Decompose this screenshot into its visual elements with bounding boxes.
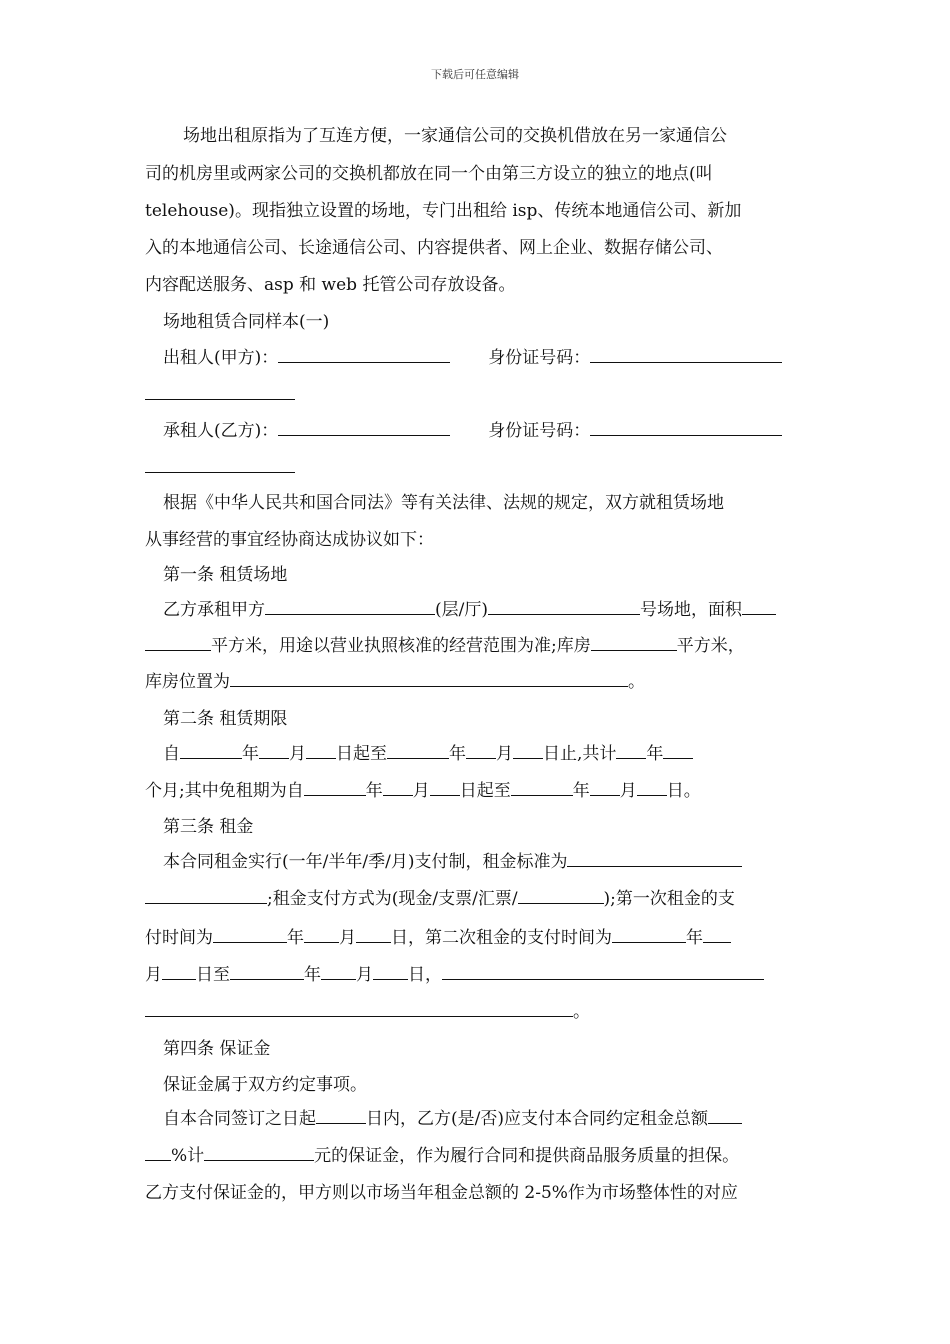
text: 日，第二次租金的支付时间为 [391,928,612,948]
blank[interactable] [265,598,435,615]
article-1-title: 第一条 租赁场地 [163,565,288,585]
blank[interactable] [373,963,408,980]
text: 平方米，用途以营业执照核准的经营范围为准;库房 [211,636,591,656]
blank[interactable] [204,1144,314,1161]
text: 月 [496,744,513,764]
text: 日至 [196,965,230,985]
text: 年 [287,928,304,948]
blank[interactable] [230,670,628,687]
text: 乙方承租甲方 [163,600,265,620]
blank[interactable] [180,742,242,759]
basis-line: 根据《中华人民共和国合同法》等有关法律、法规的规定，双方就租赁场地 [163,493,724,513]
blank[interactable] [442,963,764,980]
lessee-id-blank[interactable] [590,419,782,436]
text: 库房位置为 [145,672,230,692]
text: %计 [171,1146,205,1166]
text: 年 [365,781,383,801]
blank[interactable] [387,742,449,759]
intro-line: 司的机房里或两家公司的交换机都放在同一个由第三方设立的独立的地点(叫 [145,164,713,184]
article-3-line [145,926,731,950]
text: 年 [686,928,703,948]
article-2-title: 第二条 租赁期限 [163,709,288,729]
blank[interactable] [567,850,742,867]
article-1-line [163,598,776,622]
blank[interactable] [430,779,460,796]
blank[interactable] [145,887,267,904]
text: 月 [356,965,373,985]
text: 年 [449,744,466,764]
text: ;租金支付方式为(现金/支票/汇票/ [267,889,518,909]
text: 年 [242,744,259,764]
article-3-line [145,1000,590,1024]
text: 日起至 [336,744,387,764]
article-1-line [145,670,645,694]
article-2-line [145,779,701,803]
lessor-continuation [145,383,295,407]
article-1-line [145,634,745,658]
blank[interactable] [316,1107,366,1124]
blank[interactable] [663,742,693,759]
blank[interactable] [162,963,196,980]
blank[interactable] [637,779,667,796]
lessee-line [163,419,782,443]
blank[interactable] [511,779,573,796]
blank[interactable] [356,926,391,943]
text: 月 [339,928,356,948]
text: 年 [646,744,664,764]
text: 日内，乙方(是/否)应支付本合同约定租金总额 [366,1109,708,1129]
article-3-line [145,963,764,987]
blank[interactable] [742,598,776,615]
text: (层/厅) [435,600,488,620]
blank[interactable] [518,887,604,904]
article-4-line [163,1107,742,1131]
text: 月 [289,744,306,764]
blank[interactable] [145,1000,573,1017]
text: 。 [628,672,645,692]
sample-title: 场地租赁合同样本(一) [163,312,330,332]
article-4-line: 乙方支付保证金的，甲方则以市场当年租金总额的 2-5%作为市场整体性的对应 [145,1183,738,1203]
lessor-blank[interactable] [278,346,450,363]
blank[interactable] [304,779,366,796]
lessor-id-blank[interactable] [590,346,782,363]
text: 日止,共计 [543,744,617,764]
blank[interactable] [591,634,677,651]
blank[interactable] [145,1144,171,1161]
text: 日， [408,965,442,985]
blank[interactable] [708,1107,742,1124]
text: 本合同租金实行(一年/半年/季/月)支付制，租金标准为 [163,852,568,872]
blank[interactable] [466,742,496,759]
blank[interactable] [612,926,686,943]
text: 月 [619,781,637,801]
text: );第一次租金的支 [603,889,735,909]
lessee-id-blank-cont[interactable] [145,456,295,473]
lessee-blank[interactable] [278,419,450,436]
blank[interactable] [306,742,336,759]
lessor-label: 出租人(甲方)： [163,348,279,368]
lessor-id-label: 身份证号码： [488,348,591,368]
blank[interactable] [321,963,356,980]
basis-line: 从事经营的事宜经协商达成协议如下： [145,530,434,550]
lessee-id-label: 身份证号码： [488,421,591,441]
intro-line: 入的本地通信公司、长途通信公司、内容提供者、网上企业、数据存储公司、 [145,238,723,258]
text: 自本合同签订之日起 [163,1109,316,1129]
text: 。 [573,1002,590,1022]
text: 付时间为 [145,928,213,948]
text: 平方米， [676,636,745,656]
blank[interactable] [513,742,543,759]
text: 号场地，面积 [640,600,742,620]
intro-line: 场地出租原指为了互连方便，一家通信公司的交换机借放在另一家通信公 [183,126,727,146]
blank[interactable] [145,634,211,651]
blank[interactable] [304,926,339,943]
article-4-title: 第四条 保证金 [163,1039,271,1059]
blank[interactable] [383,779,413,796]
page-header-note: 下载后可任意编辑 [431,68,519,81]
blank[interactable] [590,779,620,796]
blank[interactable] [259,742,289,759]
lessee-continuation [145,456,295,480]
article-3-title: 第三条 租金 [163,817,254,837]
article-3-line [145,887,735,911]
text: 月 [412,781,430,801]
lessee-label: 承租人(乙方)： [163,421,279,441]
text: 日起至 [459,781,511,801]
text: 年 [304,965,321,985]
text: 自 [163,744,180,764]
text: 元的保证金，作为履行合同和提供商品服务质量的担保。 [314,1146,740,1166]
blank[interactable] [213,926,287,943]
lessor-id-blank-cont[interactable] [145,383,295,400]
article-4-line: 保证金属于双方约定事项。 [163,1075,367,1095]
lessor-line [163,346,782,370]
text: 日。 [666,781,701,801]
blank[interactable] [616,742,646,759]
article-4-line [145,1144,739,1168]
text: 月 [145,965,162,985]
text: 年 [572,781,590,801]
blank[interactable] [703,926,731,943]
article-3-line [163,850,742,874]
intro-line: telehouse)。现指独立设置的场地，专门出租给 isp、传统本地通信公司、新加 [145,201,742,221]
blank[interactable] [488,598,640,615]
blank[interactable] [230,963,304,980]
text: 个月;其中免租期为自 [145,781,304,801]
article-2-line [163,742,693,766]
intro-line: 内容配送服务、asp 和 web 托管公司存放设备。 [145,275,516,295]
